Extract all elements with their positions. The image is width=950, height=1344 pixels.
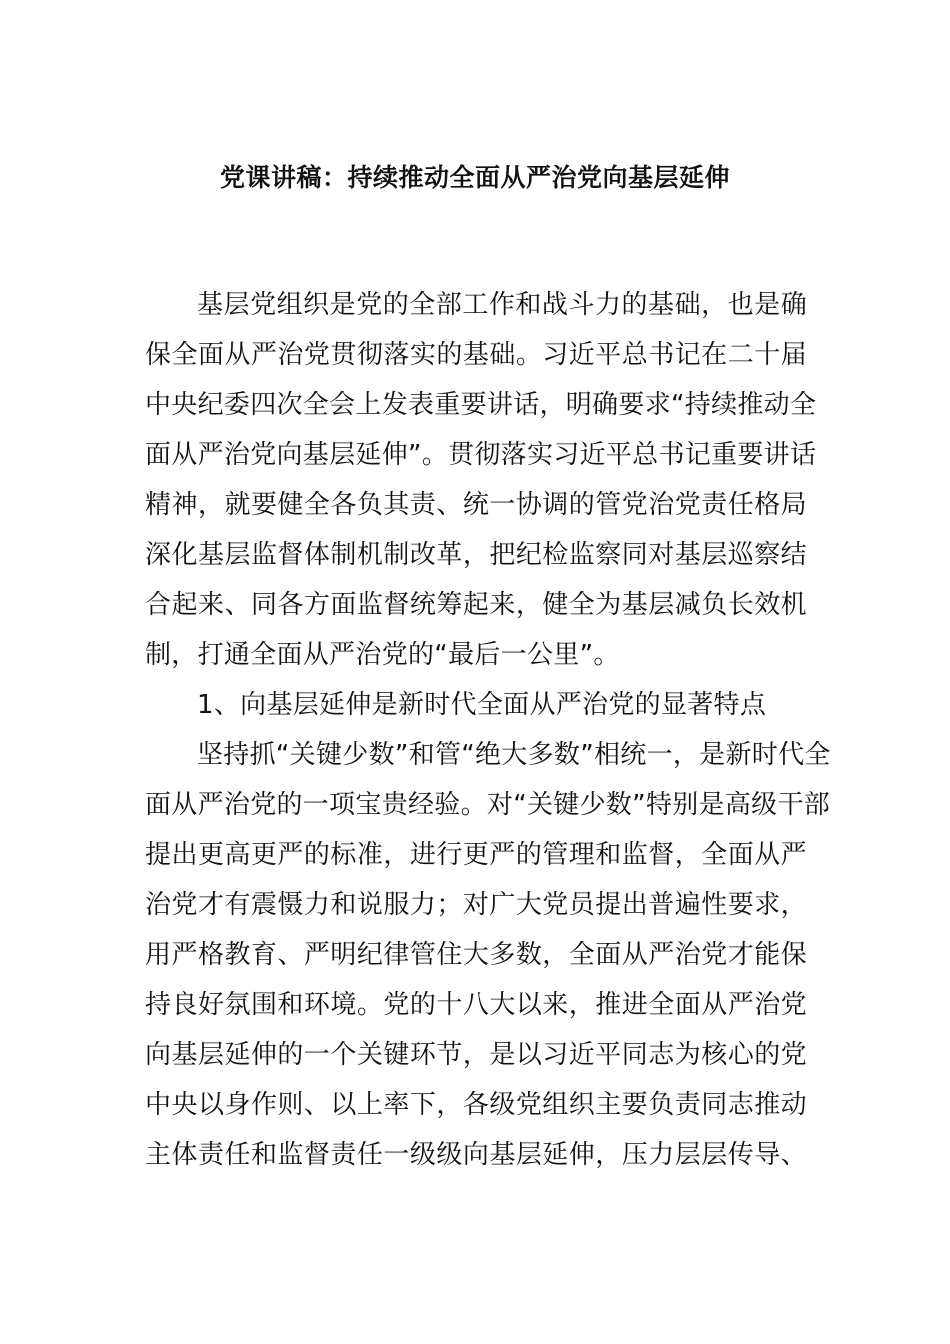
text-line: 用严格教育、严明纪律管住大多数，全面从严治党才能保 xyxy=(145,940,807,970)
text-line: 深化基层监督体制机制改革，把纪检监察同对基层巡察结 xyxy=(145,540,807,570)
text-line: 精神，就要健全各负其责、统一协调的管党治党责任格局 xyxy=(145,490,807,520)
text-line: 提出更高更严的标准，进行更严的管理和监督，全面从严 xyxy=(145,840,807,870)
text-line: 中央以身作则、以上率下，各级党组织主要负责同志推动 xyxy=(145,1090,807,1120)
text-line: 面从严治党的一项宝贵经验。对“关键少数”特别是高级干部 xyxy=(145,790,831,820)
text-line: 坚持抓“关键少数”和管“绝大多数”相统一，是新时代全 xyxy=(197,740,831,770)
document-title: 党课讲稿：持续推动全面从严治党向基层延伸 xyxy=(219,163,730,192)
text-line: 主体责任和监督责任一级级向基层延伸，压力层层传导、 xyxy=(145,1140,807,1170)
text-line: 制，打通全面从严治党的“最后一公里”。 xyxy=(145,640,620,670)
text-line: 中央纪委四次全会上发表重要讲话，明确要求“持续推动全 xyxy=(145,390,817,420)
document-body xyxy=(145,280,831,1180)
text-line: 向基层延伸的一个关键环节，是以习近平同志为核心的党 xyxy=(145,1040,807,1070)
text-line: 基层党组织是党的全部工作和战斗力的基础，也是确 xyxy=(197,290,807,320)
text-line: 面从严治党向基层延伸”。贯彻落实习近平总书记重要讲话 xyxy=(145,440,817,470)
text-line: 合起来、同各方面监督统筹起来，健全为基层减负长效机 xyxy=(145,590,807,620)
text-line: 治党才有震慑力和说服力；对广大党员提出普遍性要求， xyxy=(145,890,807,920)
text-line: 保全面从严治党贯彻落实的基础。习近平总书记在二十届 xyxy=(145,340,807,370)
text-line: 1、向基层延伸是新时代全面从严治党的显著特点 xyxy=(197,690,767,720)
text-line: 持良好氛围和环境。党的十八大以来，推进全面从严治党 xyxy=(145,990,807,1020)
